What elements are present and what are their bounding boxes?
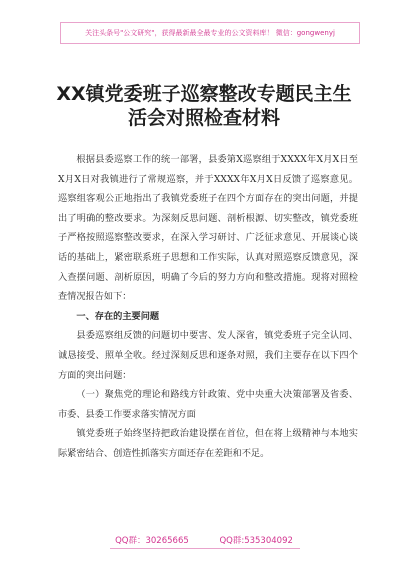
section-paragraph: 县委巡察组反馈的问题切中要害、发人深省，镇党委班子完全认同、诚恳接受、照单全收。经过深刻反思和逐条对照，我们主要存在以下四个方面的突出问题： (58, 330, 358, 381)
footer-qq-group-2: QQ群:535304092 (219, 536, 293, 546)
section-heading: 一、存在的主要问题 (76, 310, 160, 322)
promo-banner: 关注头条号"公文研究"，获得最新最全最专业的公文资料库！ 微信：gongwenyj (60, 22, 360, 44)
title-line-2: 活会对照检查材料 (127, 107, 280, 129)
document-title (40, 82, 368, 130)
subsection-paragraph: 镇党委班子始终坚持把政治建设摆在首位，但在将上级精神与本地实际紧密结合、创造性抓落实方面还存在差距和不足。 (58, 428, 358, 459)
document-body (58, 150, 358, 464)
footer-qq-group-1: QQ群：30265665 (115, 536, 189, 546)
subsection-heading: （一）聚焦党的理论和路线方针政策、党中央重大决策部署及省委、市委、县委工作要求落实情况方面 (58, 389, 358, 420)
footer-underline (110, 548, 300, 549)
footer (0, 534, 408, 546)
intro-paragraph: 根据县委巡察工作的统一部署，县委第X巡察组于XXXX年X月X日至X月X日对我镇进行了常规巡察，并于XXXX年X月X日反馈了巡察意见。巡察组客观公正地指出了我镇党委班子在四个方面存在的突出问题，并提出了明确的整改要求。为深刻反思问题、剖析根源、切实整改，镇党委班子严格按照巡察整改要求，在深入学习研讨、广泛征求意见、开展谈心谈话的基础上，紧密联系班子思想和工作实际，认真对照巡察反馈意见，深入查摆问题、剖析原因，明确了今后的努力方向和整改措施。现将对照检查情况报告如下： (58, 154, 358, 303)
title-line-1: XX镇党委班子巡察整改专题民主生 (56, 83, 352, 105)
